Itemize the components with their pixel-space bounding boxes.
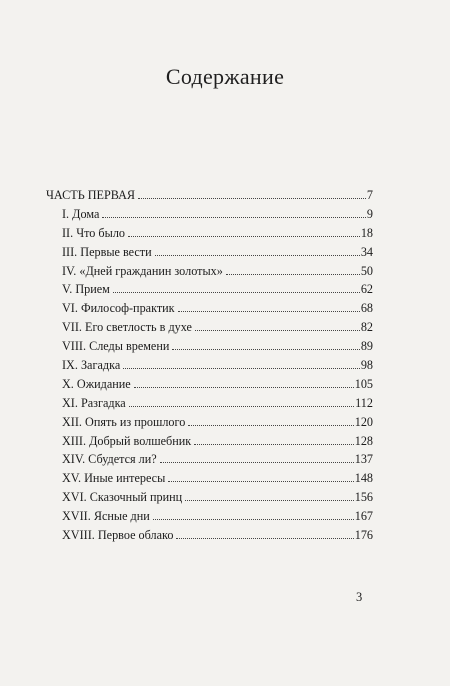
toc-part-page: 7 xyxy=(366,188,373,202)
toc-leader-dots xyxy=(160,462,354,463)
toc-entry xyxy=(46,205,373,224)
toc-leader-dots xyxy=(155,255,360,256)
toc-entry xyxy=(46,375,373,394)
toc-entry xyxy=(46,356,373,375)
toc-entry-label: XII. Опять из прошлого xyxy=(62,414,186,429)
toc-part-entry xyxy=(46,186,373,205)
toc-entry-page: 62 xyxy=(360,282,373,297)
toc-entry-label: XI. Разгадка xyxy=(62,395,126,410)
toc-leader-dots xyxy=(153,519,354,520)
toc-entry-label: VIII. Следы времени xyxy=(62,339,170,354)
toc-leader-dots xyxy=(134,387,354,388)
toc-entry-label: IV. «Дней гражданин золотых» xyxy=(62,263,223,278)
toc-entry-label: XIV. Сбудется ли? xyxy=(62,452,157,467)
toc-entry-page: 68 xyxy=(360,301,373,316)
toc-entry-page: 128 xyxy=(354,433,373,448)
toc-leader-dots xyxy=(168,481,353,482)
toc-entry-page: 9 xyxy=(366,206,373,221)
toc-entry-page: 176 xyxy=(354,528,373,543)
toc-entry xyxy=(46,224,373,243)
toc-entry-page: 120 xyxy=(354,414,373,429)
toc-entry xyxy=(46,526,373,545)
toc-entry-label: I. Дома xyxy=(62,206,100,221)
toc-leader-dots xyxy=(123,368,360,369)
toc-leader-dots xyxy=(188,425,353,426)
page-number: 3 xyxy=(356,590,363,604)
toc-entry xyxy=(46,299,373,318)
toc-leader-dots xyxy=(102,217,366,218)
toc-leader-dots xyxy=(129,406,354,407)
toc-entry-label: XV. Иные интересы xyxy=(62,471,166,486)
toc-leader-dots xyxy=(178,311,360,312)
toc-entry xyxy=(46,450,373,469)
toc-entry-label: III. Первые вести xyxy=(62,244,152,259)
toc-entry-label: XIII. Добрый волшебник xyxy=(62,433,192,448)
toc-entry-label: II. Что было xyxy=(62,225,126,240)
toc-entry-label: V. Прием xyxy=(62,282,110,297)
toc-leader-dots xyxy=(128,236,360,237)
toc-entry-label: IX. Загадка xyxy=(62,358,121,373)
toc-chapter-list xyxy=(46,205,373,545)
toc-entry-page: 156 xyxy=(354,490,373,505)
toc-leader-dots xyxy=(226,274,360,275)
toc-entry-label: XVI. Сказочный принц xyxy=(62,490,183,505)
toc-entry-page: 34 xyxy=(360,244,373,259)
toc-entry xyxy=(46,488,373,507)
toc-entry-page: 167 xyxy=(354,509,373,524)
toc-entry-page: 18 xyxy=(360,225,373,240)
toc-part-label: ЧАСТЬ ПЕРВАЯ xyxy=(46,188,136,202)
table-of-contents xyxy=(46,186,373,545)
toc-leader-dots xyxy=(172,349,359,350)
toc-leader-dots xyxy=(195,330,360,331)
toc-entry-label: XVII. Ясные дни xyxy=(62,509,150,524)
toc-entry-label: XVIII. Первое облако xyxy=(62,528,174,543)
toc-leader-dots xyxy=(138,198,366,199)
toc-entry-label: X. Ожидание xyxy=(62,376,131,391)
toc-entry xyxy=(46,432,373,451)
toc-leader-dots xyxy=(113,292,360,293)
toc-leader-dots xyxy=(185,500,354,501)
toc-entry-page: 137 xyxy=(354,452,373,467)
toc-entry-page: 98 xyxy=(360,358,373,373)
toc-entry-page: 82 xyxy=(360,320,373,335)
toc-leader-dots xyxy=(194,444,354,445)
toc-entry xyxy=(46,337,373,356)
toc-entry-page: 105 xyxy=(354,376,373,391)
toc-entry xyxy=(46,262,373,281)
toc-entry-label: VII. Его светлость в духе xyxy=(62,320,192,335)
toc-entry-page: 89 xyxy=(360,339,373,354)
toc-entry-label: VI. Философ-практик xyxy=(62,301,175,316)
toc-entry xyxy=(46,469,373,488)
toc-entry-page: 112 xyxy=(355,395,373,410)
toc-leader-dots xyxy=(176,538,353,539)
toc-entry xyxy=(46,318,373,337)
toc-entry-page: 50 xyxy=(360,263,373,278)
toc-entry xyxy=(46,280,373,299)
toc-entry xyxy=(46,507,373,526)
toc-entry xyxy=(46,243,373,262)
page-title: Содержание xyxy=(165,64,285,89)
toc-entry xyxy=(46,394,373,413)
toc-entry-page: 148 xyxy=(354,471,373,486)
toc-entry xyxy=(46,413,373,432)
